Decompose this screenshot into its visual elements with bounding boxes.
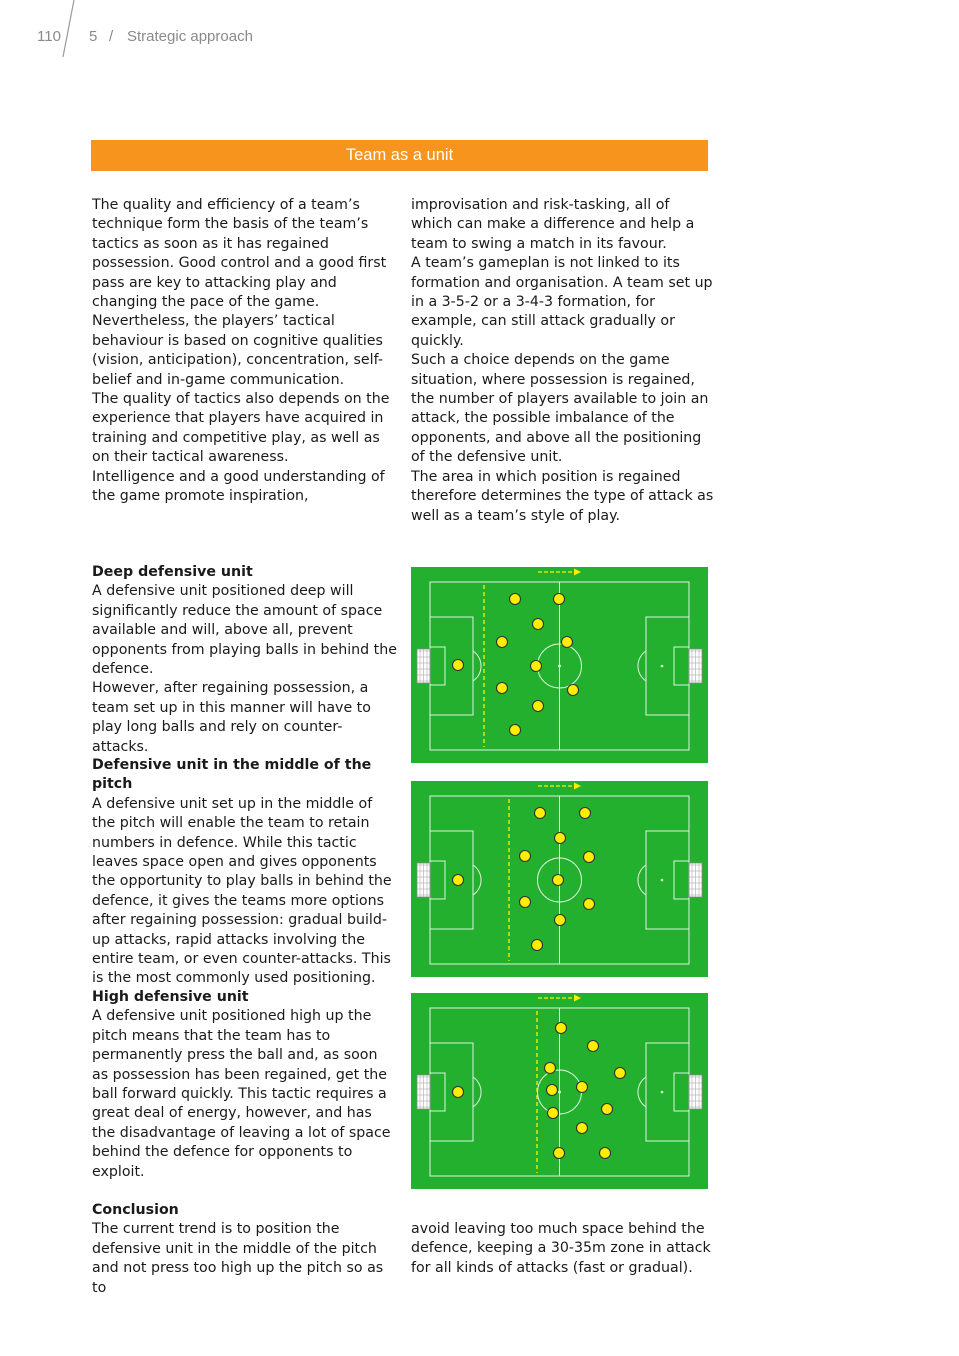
intro-right-column: [411, 196, 715, 526]
player-marker: [453, 1087, 464, 1098]
high-defensive-unit-section: [92, 988, 398, 1182]
player-marker: [533, 701, 544, 712]
section-heading: High defensive unit: [92, 989, 249, 1005]
section-heading: Defensive unit in the middle of the pitch: [92, 757, 372, 793]
player-marker: [555, 915, 566, 926]
player-marker: [600, 1148, 611, 1159]
page-header: [0, 0, 959, 70]
player-marker: [497, 637, 508, 648]
intro-paragraph: A team’s gameplan is not linked to its formation and organisation. A team set up in a 3-5-2 or a 3-4-3 formation, for example, can still attack gradually or quickly.: [411, 255, 713, 349]
pitch-diagram-high: [411, 993, 708, 1189]
player-marker: [556, 1023, 567, 1034]
player-marker: [497, 683, 508, 694]
middle-defensive-unit-section: [92, 756, 398, 989]
section-paragraph: The current trend is to position the defensive unit in the middle of the pitch and not press too high up the pitch so as to: [92, 1221, 384, 1296]
player-marker: [602, 1104, 613, 1115]
center-spot: [558, 1091, 561, 1094]
player-marker: [453, 875, 464, 886]
player-marker: [453, 660, 464, 671]
center-spot: [558, 665, 561, 668]
player-marker: [615, 1068, 626, 1079]
goal-icon: [689, 649, 702, 683]
player-marker: [577, 1123, 588, 1134]
player-marker: [562, 637, 573, 648]
intro-paragraph: The quality of tactics also depends on the experience that players have acquired in training and competitive play, as well as on their tactical awareness.: [92, 391, 390, 466]
conclusion-section: [92, 1201, 398, 1298]
section-paragraph: A defensive unit set up in the middle of the pitch will enable the team to retain numbers in defence. While this tactic leaves space open and gives opponents the opportunity to play balls in behind the defence, it gives the teams more options after regaining possession: gradual build-up attacks, rapid attacks involving the entire team, or even counter-attacks. This is the most commonly used positioning.: [92, 795, 392, 987]
deep-defensive-unit-section: [92, 563, 398, 757]
intro-left-column: [92, 196, 396, 507]
player-marker: [568, 685, 579, 696]
player-marker: [532, 940, 543, 951]
section-heading: Deep defensive unit: [92, 564, 253, 580]
intro-paragraph: Such a choice depends on the game situation, where possession is regained, the number of players available to join an attack, the possible imbalance of the opponents, and above all the positioning of the defensive unit.: [411, 352, 709, 466]
intro-paragraph: The area in which position is regained therefore determines the type of attack as well as a team’s style of play.: [411, 468, 714, 524]
goal-icon: [689, 1075, 702, 1109]
goal-icon: [417, 863, 430, 897]
section-heading: Conclusion: [92, 1202, 179, 1218]
section-paragraph: avoid leaving too much space behind the defence, keeping a 30-35m zone in attack for all kinds of attacks (fast or gradual).: [411, 1221, 711, 1276]
goal-icon: [417, 649, 430, 683]
intro-paragraph: Intelligence and a good understanding of the game promote inspiration,: [92, 468, 385, 505]
player-marker: [580, 808, 591, 819]
intro-paragraph: improvisation and risk-tasking, all of which can make a difference and help a team to swing a match in its favour.: [411, 197, 695, 252]
header-slash-divider: [60, 0, 80, 58]
chapter-number: 5: [89, 28, 98, 45]
intro-paragraph: Nevertheless, the players’ tactical behaviour is based on cognitive qualities (vision, anticipation), concentration, self-belief and in-game communication.: [92, 313, 383, 388]
player-marker: [554, 594, 565, 605]
right-penalty-spot: [661, 1091, 664, 1094]
player-marker: [520, 851, 531, 862]
pitch-diagram-deep: [411, 567, 708, 763]
section-paragraph: However, after regaining possession, a team set up in this manner will have to play long balls and rely on counter-attacks.: [92, 680, 371, 755]
player-marker: [548, 1108, 559, 1119]
section-paragraph: A defensive unit positioned high up the pitch means that the team has to permanently press the ball and, as soon as possession has been regained, get the ball forward quickly. This tactic requires a great deal of energy, however, and has the disadvantage of leaving a lot of space behind the defence for opponents to exploit.: [92, 1008, 391, 1180]
player-marker: [547, 1085, 558, 1096]
player-marker: [533, 619, 544, 630]
section-paragraph: A defensive unit positioned deep will significantly reduce the amount of space available and will, above all, prevent opponents from playing balls in behind the defence.: [92, 583, 397, 678]
chapter-title: Strategic approach: [127, 28, 253, 45]
page-number: 110: [37, 28, 61, 45]
player-marker: [577, 1082, 588, 1093]
player-marker: [553, 875, 564, 886]
player-marker: [531, 661, 542, 672]
player-marker: [545, 1063, 556, 1074]
section-banner: Team as a unit: [91, 140, 708, 171]
player-marker: [584, 852, 595, 863]
player-marker: [520, 897, 531, 908]
player-marker: [535, 808, 546, 819]
conclusion-continued: [411, 1220, 715, 1278]
player-marker: [510, 725, 521, 736]
player-marker: [510, 594, 521, 605]
player-marker: [588, 1041, 599, 1052]
player-marker: [554, 1148, 565, 1159]
pitch-diagram-middle: [411, 781, 708, 977]
goal-icon: [689, 863, 702, 897]
right-penalty-spot: [661, 665, 664, 668]
player-marker: [584, 899, 595, 910]
player-marker: [555, 833, 566, 844]
breadcrumb-separator: /: [109, 28, 114, 45]
right-penalty-spot: [661, 879, 664, 882]
goal-icon: [417, 1075, 430, 1109]
intro-paragraph: The quality and efficiency of a team’s technique form the basis of the team’s tactics as soon as it has regained possession. Good control and a good first pass are key to attacking play and changing the pace of the game.: [92, 197, 387, 311]
